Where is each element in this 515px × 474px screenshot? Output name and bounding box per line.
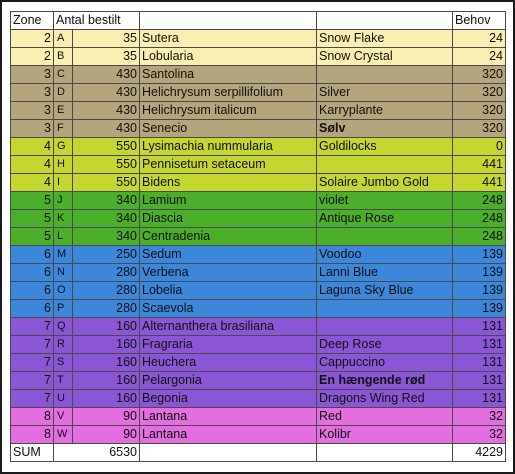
antal-cell: 160 [73, 318, 140, 336]
antal-cell: 340 [73, 228, 140, 246]
variety-cell: Lanni Blue [317, 264, 453, 282]
antal-cell: 280 [73, 282, 140, 300]
behov-cell: 24 [453, 48, 506, 66]
letter-cell: D [54, 84, 73, 102]
variety-cell [317, 156, 453, 174]
antal-cell: 160 [73, 372, 140, 390]
plant-cell: Diascia [140, 210, 317, 228]
antal-cell: 340 [73, 210, 140, 228]
letter-cell: H [54, 156, 73, 174]
sum-row [11, 444, 506, 462]
zone-cell: 4 [11, 174, 54, 192]
antal-cell: 35 [73, 48, 140, 66]
zone-cell: 2 [11, 48, 54, 66]
table-row [11, 210, 506, 228]
table-row [11, 138, 506, 156]
antal-cell: 90 [73, 408, 140, 426]
table-row [11, 174, 506, 192]
antal-cell: 250 [73, 246, 140, 264]
behov-cell: 248 [453, 192, 506, 210]
sum-blank-variety [317, 444, 453, 462]
behov-cell: 131 [453, 390, 506, 408]
zone-cell: 3 [11, 120, 54, 138]
header-variety [317, 12, 453, 30]
letter-cell: I [54, 174, 73, 192]
zone-cell: 6 [11, 282, 54, 300]
header-zone: Zone [11, 12, 54, 30]
zone-cell: 7 [11, 354, 54, 372]
letter-cell: N [54, 264, 73, 282]
letter-cell: J [54, 192, 73, 210]
table-row [11, 246, 506, 264]
plant-cell: Bidens [140, 174, 317, 192]
table-row [11, 48, 506, 66]
plant-cell: Pelargonia [140, 372, 317, 390]
plant-cell: Begonia [140, 390, 317, 408]
table-row [11, 408, 506, 426]
sum-antal: 6530 [54, 444, 140, 462]
sum-blank-plant [140, 444, 317, 462]
zone-cell: 8 [11, 408, 54, 426]
variety-cell: Dragons Wing Red [317, 390, 453, 408]
variety-cell: Voodoo [317, 246, 453, 264]
letter-cell: Q [54, 318, 73, 336]
zone-cell: 2 [11, 30, 54, 48]
plant-cell: Fragraria [140, 336, 317, 354]
behov-cell: 131 [453, 336, 506, 354]
variety-cell: Deep Rose [317, 336, 453, 354]
antal-cell: 160 [73, 390, 140, 408]
antal-cell: 550 [73, 156, 140, 174]
table-row [11, 156, 506, 174]
plant-cell: Lobelia [140, 282, 317, 300]
behov-cell: 0 [453, 138, 506, 156]
variety-cell: Red [317, 408, 453, 426]
behov-cell: 131 [453, 372, 506, 390]
behov-cell: 139 [453, 300, 506, 318]
antal-cell: 340 [73, 192, 140, 210]
table-row [11, 372, 506, 390]
table-row [11, 390, 506, 408]
letter-cell: C [54, 66, 73, 84]
behov-cell: 32 [453, 408, 506, 426]
plant-order-table [10, 11, 506, 462]
behov-cell: 32 [453, 426, 506, 444]
zone-cell: 5 [11, 192, 54, 210]
behov-cell: 131 [453, 318, 506, 336]
antal-cell: 550 [73, 138, 140, 156]
plant-cell: Lantana [140, 426, 317, 444]
table-row [11, 264, 506, 282]
header-plant [140, 12, 317, 30]
zone-cell: 5 [11, 210, 54, 228]
antal-cell: 280 [73, 264, 140, 282]
variety-cell: Snow Crystal [317, 48, 453, 66]
sum-label: SUM [11, 444, 54, 462]
variety-cell: Snow Flake [317, 30, 453, 48]
letter-cell: V [54, 408, 73, 426]
table-row [11, 66, 506, 84]
letter-cell: W [54, 426, 73, 444]
variety-cell [317, 228, 453, 246]
table-row [11, 426, 506, 444]
letter-cell: K [54, 210, 73, 228]
letter-cell: F [54, 120, 73, 138]
letter-cell: B [54, 48, 73, 66]
zone-cell: 6 [11, 246, 54, 264]
zone-cell: 7 [11, 390, 54, 408]
table-row [11, 282, 506, 300]
antal-cell: 90 [73, 426, 140, 444]
zone-cell: 3 [11, 66, 54, 84]
behov-cell: 320 [453, 102, 506, 120]
plant-cell: Lamium [140, 192, 317, 210]
letter-cell: P [54, 300, 73, 318]
zone-cell: 8 [11, 426, 54, 444]
behov-cell: 139 [453, 246, 506, 264]
letter-cell: R [54, 336, 73, 354]
zone-cell: 7 [11, 336, 54, 354]
variety-cell: Kolibr [317, 426, 453, 444]
variety-cell: En hængende rød [317, 372, 453, 390]
variety-cell: Cappuccino [317, 354, 453, 372]
table-row [11, 120, 506, 138]
letter-cell: T [54, 372, 73, 390]
plant-cell: Lysimachia nummularia [140, 138, 317, 156]
antal-cell: 160 [73, 336, 140, 354]
plant-cell: Lantana [140, 408, 317, 426]
plant-cell: Scaevola [140, 300, 317, 318]
variety-cell [317, 300, 453, 318]
table-row [11, 336, 506, 354]
letter-cell: G [54, 138, 73, 156]
plant-cell: Centradenia [140, 228, 317, 246]
sum-behov: 4229 [453, 444, 506, 462]
zone-cell: 5 [11, 228, 54, 246]
letter-cell: L [54, 228, 73, 246]
plant-cell: Sutera [140, 30, 317, 48]
header-antal-bestilt: Antal bestilt [54, 12, 140, 30]
table-row [11, 84, 506, 102]
variety-cell [317, 66, 453, 84]
letter-cell: E [54, 102, 73, 120]
behov-cell: 441 [453, 174, 506, 192]
table-row [11, 192, 506, 210]
letter-cell: O [54, 282, 73, 300]
table-row [11, 354, 506, 372]
plant-cell: Lobularia [140, 48, 317, 66]
behov-cell: 320 [453, 66, 506, 84]
table-row [11, 30, 506, 48]
variety-cell: violet [317, 192, 453, 210]
plant-cell: Santolina [140, 66, 317, 84]
variety-cell: Sølv [317, 120, 453, 138]
zone-cell: 4 [11, 156, 54, 174]
plant-cell: Helichrysum italicum [140, 102, 317, 120]
variety-cell: Karryplante [317, 102, 453, 120]
plant-cell: Pennisetum setaceum [140, 156, 317, 174]
zone-cell: 7 [11, 318, 54, 336]
table-row [11, 102, 506, 120]
zone-cell: 3 [11, 84, 54, 102]
plant-cell: Senecio [140, 120, 317, 138]
variety-cell [317, 318, 453, 336]
table-row [11, 300, 506, 318]
plant-cell: Sedum [140, 246, 317, 264]
behov-cell: 320 [453, 84, 506, 102]
antal-cell: 35 [73, 30, 140, 48]
letter-cell: A [54, 30, 73, 48]
antal-cell: 430 [73, 66, 140, 84]
plant-cell: Verbena [140, 264, 317, 282]
zone-cell: 7 [11, 372, 54, 390]
antal-cell: 550 [73, 174, 140, 192]
behov-cell: 24 [453, 30, 506, 48]
antal-cell: 430 [73, 84, 140, 102]
zone-cell: 6 [11, 264, 54, 282]
behov-cell: 139 [453, 264, 506, 282]
variety-cell: Silver [317, 84, 453, 102]
antal-cell: 430 [73, 120, 140, 138]
behov-cell: 131 [453, 354, 506, 372]
table-row [11, 228, 506, 246]
letter-cell: U [54, 390, 73, 408]
header-behov: Behov [453, 12, 506, 30]
zone-cell: 6 [11, 300, 54, 318]
variety-cell: Antique Rose [317, 210, 453, 228]
behov-cell: 320 [453, 120, 506, 138]
zone-cell: 3 [11, 102, 54, 120]
letter-cell: S [54, 354, 73, 372]
table-row [11, 318, 506, 336]
behov-cell: 441 [453, 156, 506, 174]
plant-cell: Heuchera [140, 354, 317, 372]
antal-cell: 430 [73, 102, 140, 120]
variety-cell: Laguna Sky Blue [317, 282, 453, 300]
plant-cell: Helichrysum serpillifolium [140, 84, 317, 102]
header-row [11, 12, 506, 30]
plant-cell: Alternanthera brasiliana [140, 318, 317, 336]
zone-cell: 4 [11, 138, 54, 156]
behov-cell: 139 [453, 282, 506, 300]
letter-cell: M [54, 246, 73, 264]
variety-cell: Goldilocks [317, 138, 453, 156]
behov-cell: 248 [453, 210, 506, 228]
antal-cell: 280 [73, 300, 140, 318]
antal-cell: 160 [73, 354, 140, 372]
behov-cell: 248 [453, 228, 506, 246]
variety-cell: Solaire Jumbo Gold [317, 174, 453, 192]
